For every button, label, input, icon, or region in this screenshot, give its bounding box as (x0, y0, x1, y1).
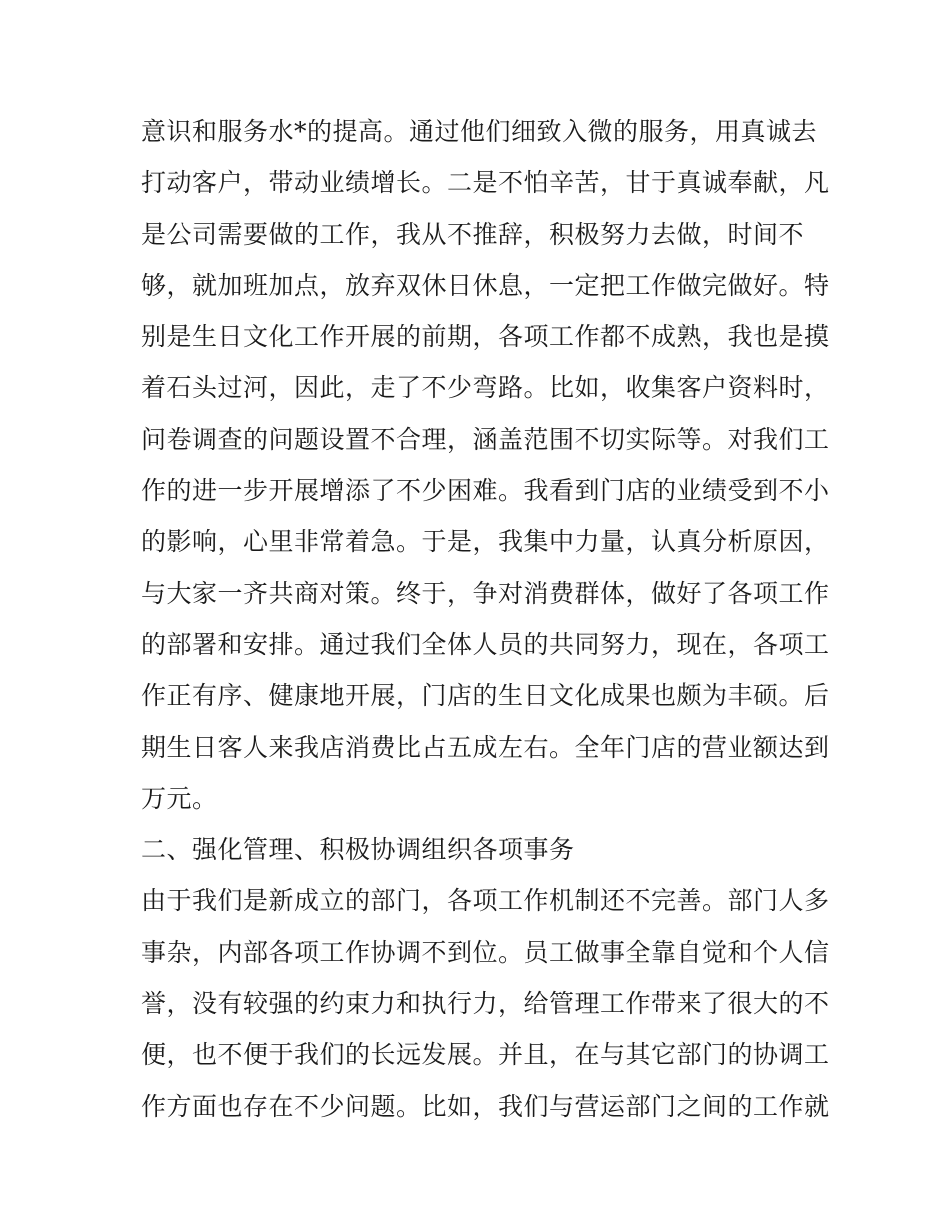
paragraph-line: 便，也不便于我们的长远发展。并且，在与其它部门的协调工 (141, 1040, 830, 1070)
paragraph-line: 别是生日文化工作开展的前期，各项工作都不成熟，我也是摸 (141, 322, 830, 352)
paragraph-line: 问卷调查的问题设置不合理，涵盖范围不切实际等。对我们工 (141, 424, 830, 454)
paragraph-line: 与大家一齐共商对策。终于，争对消费群体，做好了各项工作 (141, 578, 830, 608)
document-body (141, 106, 830, 1132)
paragraph-line: 由于我们是新成立的部门，各项工作机制还不完善。部门人多 (141, 886, 830, 916)
paragraph-line: 万元。 (141, 783, 218, 813)
paragraph-line: 是公司需要做的工作，我从不推辞，积极努力去做，时间不 (141, 219, 805, 249)
paragraph-line: 期生日客人来我店消费比占五成左右。全年门店的营业额达到 (141, 732, 830, 762)
paragraph-line: 的影响，心里非常着急。于是，我集中力量，认真分析原因， (141, 527, 830, 557)
paragraph-line: 够，就加班加点，放弃双休日休息，一定把工作做完做好。特 (141, 270, 830, 300)
paragraph-line: 打动客户，带动业绩增长。二是不怕辛苦，甘于真诚奉献，凡 (141, 168, 830, 198)
paragraph-line: 意识和服务水*的提高。通过他们细致入微的服务，用真诚去 (141, 117, 818, 146)
paragraph-line: 誉，没有较强的约束力和执行力，给管理工作带来了很大的不 (141, 989, 830, 1019)
paragraph-line: 作正有序、健康地开展，门店的生日文化成果也颇为丰硕。后 (141, 681, 830, 711)
paragraph-line: 着石头过河，因此，走了不少弯路。比如，收集客户资料时， (141, 373, 830, 403)
paragraph-line: 事杂，内部各项工作协调不到位。员工做事全靠自觉和个人信 (141, 937, 830, 967)
paragraph-line: 作方面也存在不少问题。比如，我们与营运部门之间的工作就 (141, 1091, 830, 1121)
paragraph-line: 的部署和安排。通过我们全体人员的共同努力，现在，各项工 (141, 629, 830, 659)
section-heading: 二、强化管理、积极协调组织各项事务 (141, 835, 575, 865)
paragraph-line: 作的进一步开展增添了不少困难。我看到门店的业绩受到不小 (141, 476, 830, 506)
